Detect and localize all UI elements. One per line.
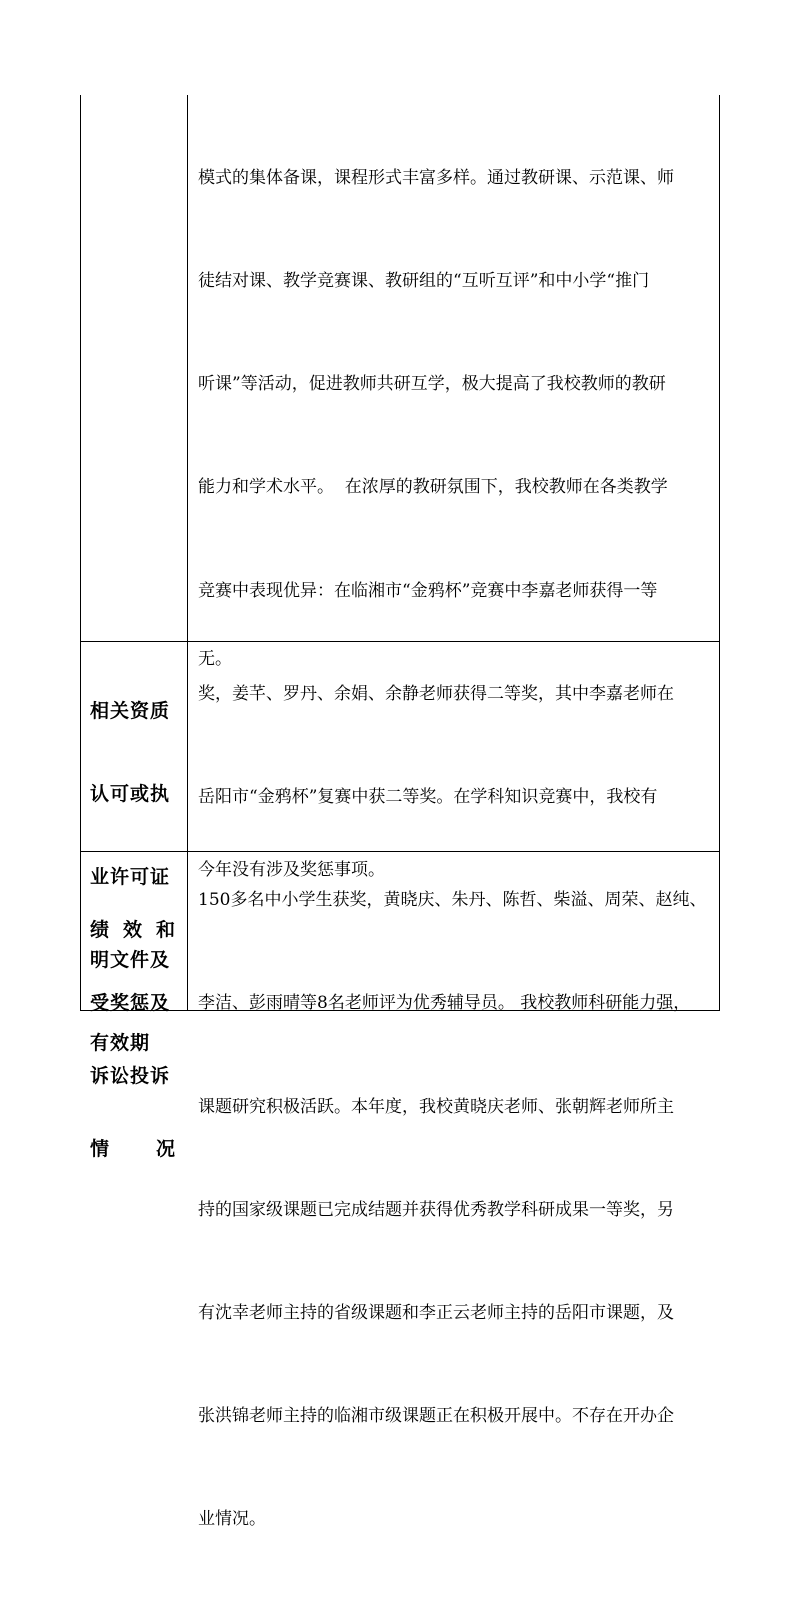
label-line: 有效期 — [90, 1032, 151, 1054]
label-char: 况 — [155, 1138, 176, 1160]
paragraph-line: 有沈幸老师主持的省级课题和李正云老师主持的岳阳市课题，及 — [198, 1303, 674, 1324]
paragraph-line: 奖，姜芊、罗丹、余娟、余静老师获得二等奖，其中李嘉老师在 — [198, 683, 674, 704]
paragraph-line: 能力和学术水平。 在浓厚的教研氛围下，我校教师在各类教学 — [198, 477, 668, 498]
table-column-divider — [187, 95, 188, 1011]
teaching-research-paragraph — [198, 92, 714, 1606]
label-line: 相关资质 — [90, 700, 171, 722]
label-line — [90, 1135, 176, 1164]
paragraph-line: 150多名中小学生获奖，黄晓庆、朱丹、陈哲、柴溢、周荣、赵纯、 — [198, 890, 707, 911]
label-char: 情 — [90, 1138, 111, 1160]
paragraph-line: 业情况。 — [198, 1509, 266, 1530]
label-line: 业许可证 — [90, 866, 171, 888]
performance-label — [90, 872, 176, 1208]
table-right-border — [719, 95, 720, 1011]
performance-value: 今年没有涉及奖惩事项。 — [198, 860, 385, 880]
label-char: 和 — [155, 919, 176, 941]
qualification-value: 无。 — [198, 649, 232, 669]
table-left-border — [80, 95, 81, 1011]
label-line: 受奖惩及 — [90, 992, 171, 1014]
label-line: 认可或执 — [90, 783, 171, 805]
label-line: 明文件及 — [90, 949, 171, 971]
paragraph-line: 徒结对课、教学竞赛课、教研组的“互听互评”和中小学“推门 — [198, 271, 650, 292]
paragraph-line: 听课”等活动，促进教师共研互学，极大提高了我校教师的教研 — [198, 374, 666, 395]
label-char: 效 — [122, 919, 143, 941]
label-line: 诉讼投诉 — [90, 1065, 171, 1087]
paragraph-line: 张洪锦老师主持的临湘市级课题正在积极开展中。不存在开办企 — [198, 1406, 674, 1427]
label-line — [90, 916, 176, 945]
paragraph-line: 课题研究积极活跃。本年度，我校黄晓庆老师、张朝辉老师所主 — [198, 1096, 674, 1117]
paragraph-line: 模式的集体备课，课程形式丰富多样。通过教研课、示范课、师 — [198, 167, 674, 188]
paragraph-line: 持的国家级课题已完成结题并获得优秀教学科研成果一等奖，另 — [198, 1199, 674, 1220]
label-char: 绩 — [90, 919, 111, 941]
paragraph-line: 岳阳市“金鸦杯”复赛中获二等奖。在学科知识竞赛中，我校有 — [198, 787, 658, 808]
paragraph-line: 李洁、彭雨晴等8名老师评为优秀辅导员。 我校教师科研能力强， — [198, 993, 691, 1014]
paragraph-line: 竞赛中表现优异：在临湘市“金鸦杯”竞赛中李嘉老师获得一等 — [198, 580, 658, 601]
